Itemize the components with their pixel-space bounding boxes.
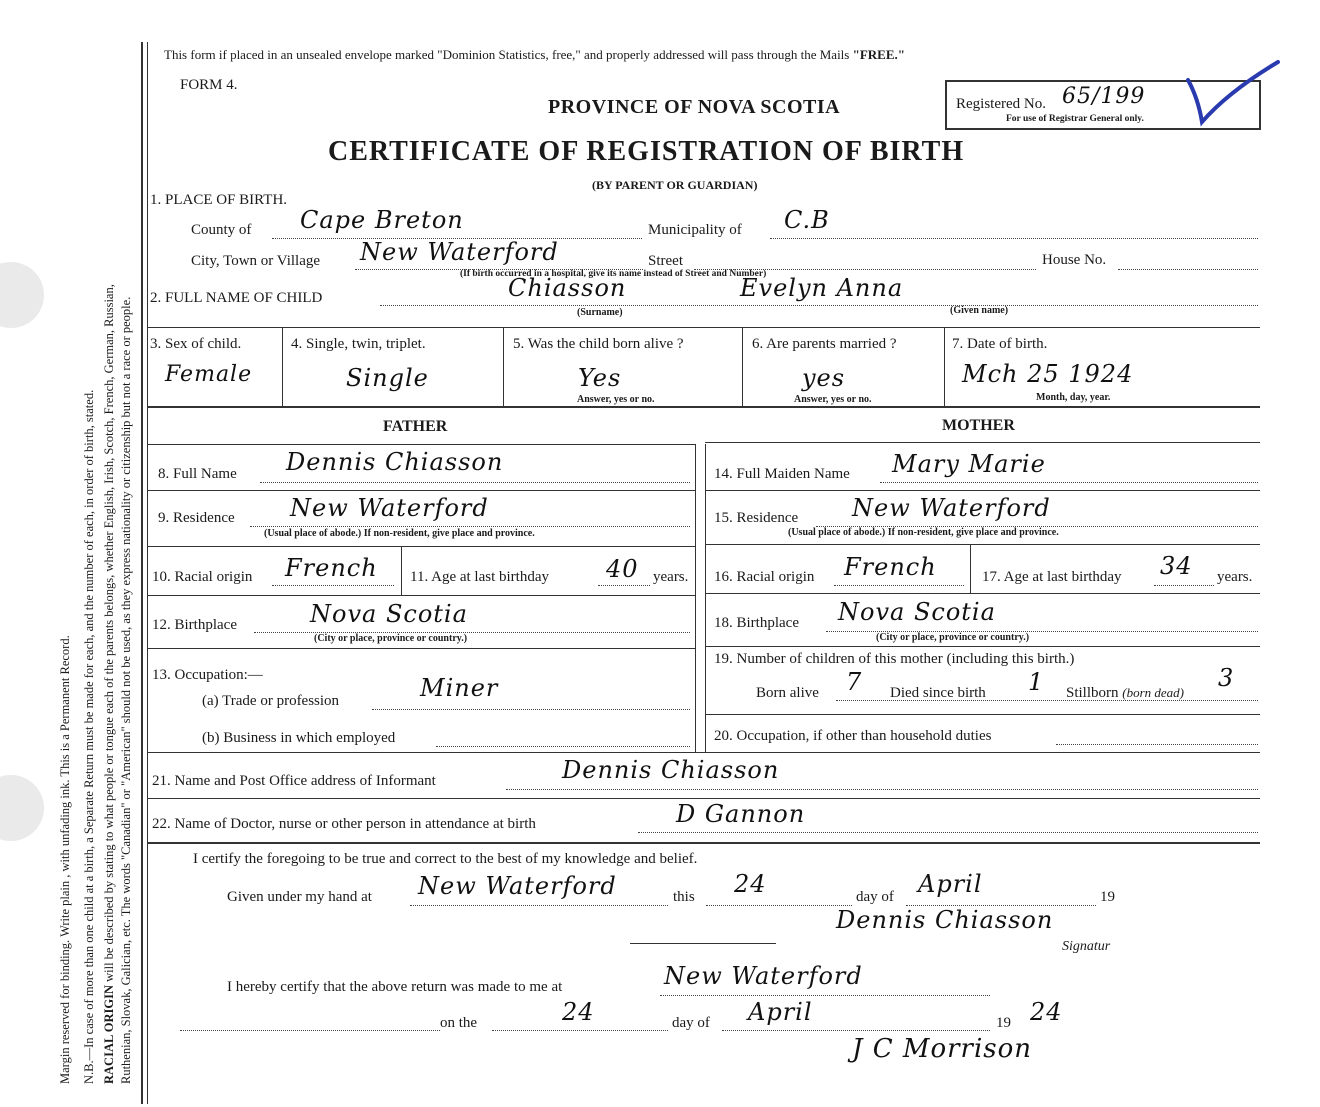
mother-name-line (880, 482, 1258, 483)
given-name-caption: (Given name) (950, 305, 1009, 316)
father-racial-line (272, 585, 394, 586)
reg-day-line (492, 1030, 668, 1031)
dob-value: Mch 25 1924 (962, 360, 1134, 388)
father-row-9-rule (147, 546, 695, 547)
mother-occupation-label: 20. Occupation, if other than household duties (714, 728, 992, 744)
registrar-place-line (660, 995, 990, 996)
certificate-title: CERTIFICATE OF REGISTRATION OF BIRTH (328, 136, 965, 167)
mother-name-value: Mary Marie (892, 450, 1046, 478)
child-given-value: Evelyn Anna (740, 274, 904, 302)
reg-day-of-label: day of (672, 1015, 710, 1031)
father-years-label: years. (653, 569, 689, 585)
married-label: 6. Are parents married ? (752, 336, 897, 352)
reg-month-value: April (748, 998, 813, 1026)
father-name-value: Dennis Chiasson (286, 448, 504, 476)
child-name-label: 2. FULL NAME OF CHILD (150, 290, 323, 306)
mother-name-label: 14. Full Maiden Name (714, 466, 850, 482)
mother-racial-value: French (844, 553, 937, 581)
father-column-right-rule (695, 444, 696, 752)
registrar-statement: I hereby certify that the above return was made to me at (227, 979, 563, 995)
check-mark-icon (1180, 58, 1284, 130)
born-alive-label: Born alive (756, 685, 819, 701)
informant-line (506, 789, 1258, 790)
margin-line-outer (141, 42, 143, 1104)
father-row-8-rule (147, 490, 695, 491)
child-name-line (380, 305, 1258, 306)
father-age-line (598, 585, 650, 586)
mother-children-label: 19. Number of children of this mother (including this birth.) (714, 651, 1075, 667)
alive-value: Yes (578, 364, 622, 392)
binding-hole-top (0, 262, 44, 328)
doctor-value: D Gannon (676, 800, 806, 828)
plurality-value: Single (346, 364, 429, 392)
mother-residence-caption: (Usual place of abode.) If non-resident, give place and province. (788, 527, 1059, 538)
registrar-blank-line (180, 1030, 440, 1031)
mother-birthplace-value: Nova Scotia (838, 598, 996, 626)
row-3-top-rule (147, 327, 1260, 328)
registrar-place-value: New Waterford (664, 962, 863, 990)
doctor-line (638, 832, 1258, 833)
registered-number: 65/199 (1062, 84, 1146, 109)
mail-notice-text: This form if placed in an unsealed envelope marked "Dominion Statistics, free," and properly addressed will pass through the Mails (164, 47, 853, 62)
registrar-signature: J C Morrison (852, 1034, 1033, 1064)
mail-notice-free: "FREE." (852, 47, 905, 62)
row-3-bottom-rule (147, 406, 1260, 408)
mother-birthplace-caption: (City or place, province or country.) (876, 632, 1030, 643)
city-value: New Waterford (360, 238, 559, 266)
margin-note-multiple-births: N.B.—In case of more than one child at a birth, a Separate Return must be made for each, and the number of each, in order of birth, stated. (82, 389, 96, 1084)
registrar-note: For use of Registrar General only. (1006, 114, 1144, 124)
father-trade-label: (a) Trade or profession (202, 693, 340, 709)
row-3-divider-4 (944, 328, 945, 406)
father-birthplace-caption: (City or place, province or country.) (314, 633, 468, 644)
mother-row-16-rule (705, 593, 1260, 594)
stillborn-value: 3 (1218, 664, 1235, 692)
mother-age-line (1154, 585, 1214, 586)
reg-day-value: 24 (562, 998, 595, 1026)
county-value: Cape Breton (300, 206, 464, 234)
married-caption: Answer, yes or no. (794, 394, 872, 405)
signature-label: Signatur (1062, 939, 1111, 954)
racial-origin-text: will be described by stating to what people or tongue each of the parents belongs, whether English, Irish, Scotch, French, German, Russian, (102, 284, 116, 986)
mother-age-value: 34 (1160, 552, 1193, 580)
sex-value: Female (165, 362, 253, 387)
form-number: FORM 4. (180, 77, 238, 93)
plurality-label: 4. Single, twin, triplet. (291, 336, 426, 352)
racial-origin-bold: RACIAL ORIGIN (102, 985, 116, 1084)
father-residence-caption: (Usual place of abode.) If non-resident, give place and province. (264, 528, 535, 539)
given-day-line (706, 905, 852, 906)
mother-header-rule (705, 442, 1260, 443)
died-since-birth-label: Died since birth (890, 685, 986, 701)
mother-heading: MOTHER (942, 417, 1015, 434)
father-racial-value: French (285, 554, 378, 582)
row-3-divider-3 (742, 328, 743, 406)
sex-label: 3. Sex of child. (150, 336, 242, 352)
mother-row-19-rule (705, 714, 1260, 715)
informant-label: 21. Name and Post Office address of Informant (152, 773, 436, 789)
father-age-value: 40 (606, 555, 639, 583)
mother-row-14-rule (705, 490, 1260, 491)
mother-birthplace-label: 18. Birthplace (714, 615, 799, 631)
street-label: Street (648, 253, 683, 269)
father-row-12-rule (147, 648, 695, 649)
province-title: PROVINCE OF NOVA SCOTIA (548, 96, 841, 118)
father-occupation-label: 13. Occupation:— (152, 667, 263, 683)
reg-year-prefix: 19 (996, 1015, 1011, 1031)
surname-caption: (Surname) (577, 307, 623, 318)
father-trade-value: Miner (420, 674, 499, 702)
father-row-10-rule (147, 595, 695, 596)
row-21-top-rule (147, 752, 1260, 753)
alive-caption: Answer, yes or no. (577, 394, 655, 405)
certify-statement: I certify the foregoing to be true and correct to the best of my knowledge and belief. (193, 851, 698, 867)
on-the-label: on the (440, 1015, 478, 1031)
hospital-note: (If birth occurred in a hospital, give its name instead of Street and Number) (460, 269, 767, 279)
reg-year-value: 24 (1030, 998, 1063, 1026)
mother-row-18-rule (705, 646, 1260, 647)
informant-value: Dennis Chiasson (562, 756, 780, 784)
mother-years-label: years. (1217, 569, 1253, 585)
house-number-label: House No. (1042, 252, 1107, 268)
born-alive-value: 7 (846, 668, 863, 696)
father-birthplace-value: Nova Scotia (310, 600, 468, 628)
given-year-prefix: 19 (1100, 889, 1115, 905)
margin-note-binding: Margin reserved for binding. Write plain , with unfading ink. This is a Permanent Record. (58, 635, 72, 1084)
father-heading: FATHER (383, 418, 448, 435)
municipality-line (770, 238, 1258, 239)
stillborn-text: Stillborn (1066, 685, 1119, 701)
child-surname-value: Chiasson (508, 274, 627, 302)
given-month-value: April (918, 870, 983, 898)
row-22-bottom-rule (147, 842, 1260, 844)
county-label: County of (191, 222, 252, 238)
father-header-rule (147, 444, 695, 445)
mother-age-label: 17. Age at last birthday (982, 569, 1122, 585)
mother-row-15-rule (705, 544, 1260, 545)
dob-label: 7. Date of birth. (952, 336, 1048, 352)
margin-line-inner (147, 42, 148, 1104)
row-3-divider-1 (282, 328, 283, 406)
father-residence-line (250, 526, 690, 527)
given-day-value: 24 (734, 870, 767, 898)
father-name-label: 8. Full Name (158, 466, 237, 482)
father-age-label: 11. Age at last birthday (410, 569, 549, 585)
given-under-hand-label: Given under my hand at (227, 889, 372, 905)
stillborn-note: (born dead) (1122, 685, 1185, 700)
mother-residence-value: New Waterford (852, 494, 1051, 522)
father-residence-label: 9. Residence (158, 510, 235, 526)
father-racial-label: 10. Racial origin (152, 569, 253, 585)
father-birthplace-label: 12. Birthplace (152, 617, 237, 633)
given-this-label: this (673, 889, 695, 905)
place-of-birth-label: 1. PLACE OF BIRTH. (150, 192, 288, 208)
mail-notice (164, 47, 905, 63)
certificate-subtitle: (BY PARENT OR GUARDIAN) (592, 178, 758, 192)
municipality-value: C.B (784, 206, 830, 234)
father-residence-value: New Waterford (290, 494, 489, 522)
father-name-line (260, 482, 690, 483)
mother-residence-label: 15. Residence (714, 510, 799, 526)
mother-racial-label: 16. Racial origin (714, 569, 815, 585)
city-label: City, Town or Village (191, 253, 321, 269)
dob-caption: Month, day, year. (1036, 392, 1111, 403)
house-number-line (1118, 269, 1258, 270)
section-separator (630, 943, 776, 944)
binding-hole-bottom (0, 775, 44, 841)
alive-label: 5. Was the child born alive ? (513, 336, 684, 352)
given-place-line (410, 905, 668, 906)
given-place-value: New Waterford (418, 872, 617, 900)
children-line (836, 700, 1258, 701)
died-since-birth-value: 1 (1028, 668, 1045, 696)
doctor-label: 22. Name of Doctor, nurse or other person in attendance at birth (152, 816, 536, 832)
reg-month-line (722, 1030, 990, 1031)
mother-occupation-line (1056, 744, 1258, 745)
given-day-of-label: day of (856, 889, 894, 905)
row-22-top-rule (147, 798, 1260, 799)
margin-note-racial-origin (102, 284, 117, 1084)
registered-label: Registered No. (956, 96, 1046, 112)
father-business-label: (b) Business in which employed (202, 730, 396, 746)
married-value: yes (802, 364, 846, 392)
municipality-label: Municipality of (648, 222, 742, 238)
father-racial-divider (401, 547, 402, 595)
informant-signature: Dennis Chiasson (836, 906, 1054, 934)
father-business-line (436, 746, 690, 747)
mother-racial-divider (970, 545, 971, 593)
father-trade-line (372, 709, 690, 710)
margin-note-ethnicities: Ruthenian, Slovak, Galician, etc. The words "Canadian" or "American" should not be used, as they express nationality or citizenship but not a race or people. (119, 296, 133, 1084)
mother-racial-line (834, 585, 964, 586)
row-3-divider-2 (503, 328, 504, 406)
